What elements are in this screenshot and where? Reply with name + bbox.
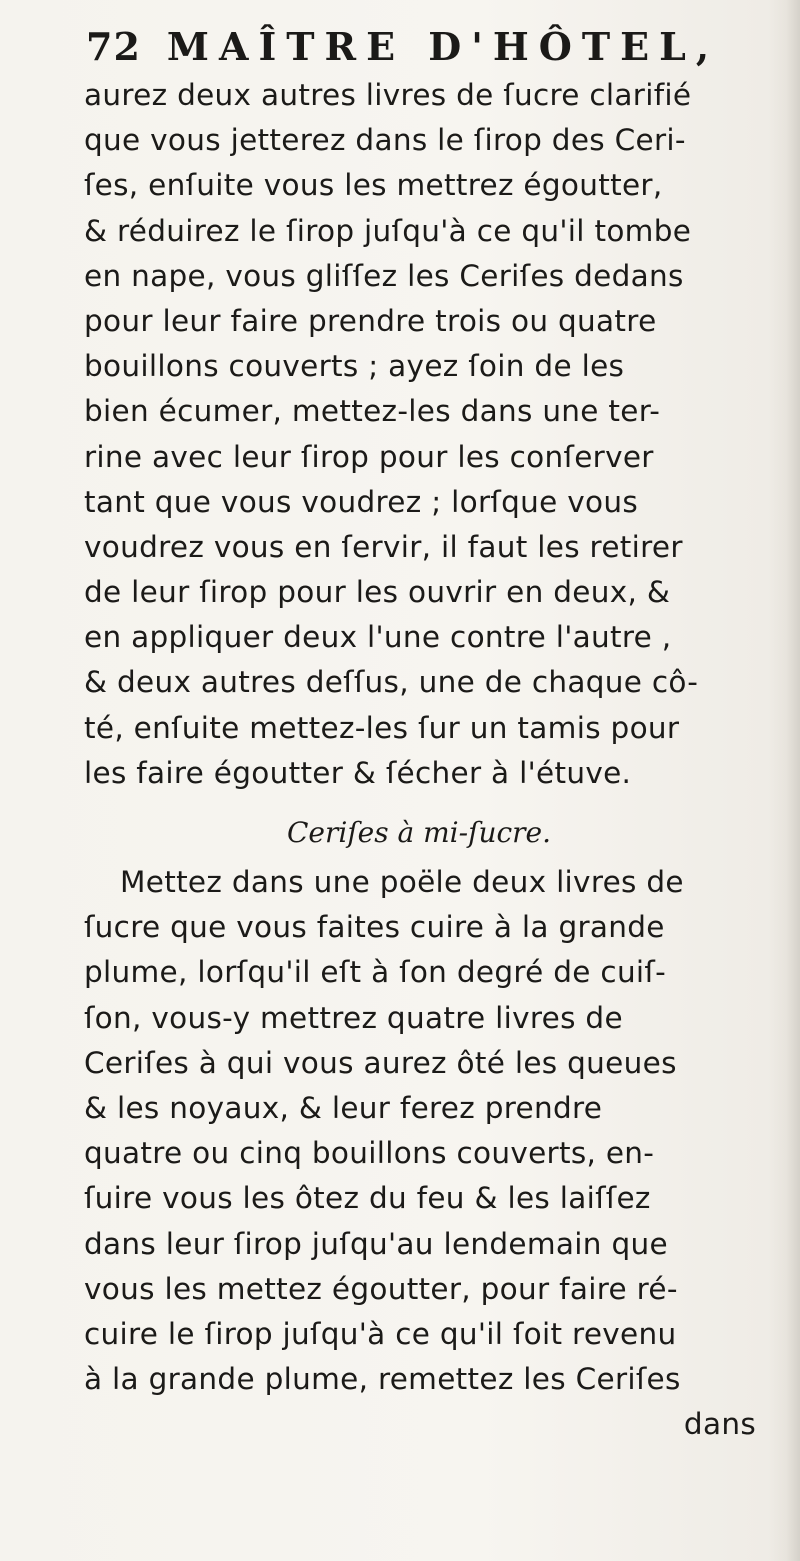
text-line: ſon, vous-y mettrez quatre livres de (84, 1000, 623, 1035)
text-line: cuire le ſirop juſqu'à ce qu'il ſoit revenu (84, 1316, 677, 1351)
text-line: & deux autres deſſus, une de chaque cô- (84, 665, 699, 700)
text-line: plume, lorſqu'il eſt à ſon degré de cuiſ- (84, 955, 667, 990)
running-head: MAÎTRE D'HÔTEL, (166, 24, 720, 69)
text-line: de leur ſirop pour les ouvrir en deux, & (84, 575, 671, 610)
text-line: ſes, enſuite vous les mettrez égoutter, (84, 168, 663, 203)
text-line: pour leur faire prendre trois ou quatre (84, 303, 657, 338)
text-line: voudrez vous en ſervir, il faut les retirer (84, 529, 683, 564)
text-line: té, enſuite mettez-les ſur un tamis pour (84, 710, 680, 745)
text-line: à la grande plume, remettez les Ceriſes (84, 1362, 681, 1397)
text-line: & réduirez le ſirop juſqu'à ce qu'il tombe (84, 213, 692, 248)
catchword: dans (683, 1407, 756, 1442)
text-line: ſuire vous les ôtez du feu & les laiſſez (84, 1181, 651, 1216)
text-line: bouillons couverts ; ayez ſoin de les (84, 349, 625, 384)
page-edge-shadow (786, 0, 800, 1561)
text-line: vous les mettez égoutter, pour faire ré- (84, 1271, 678, 1306)
text-line: les faire égoutter & ſécher à l'étuve. (84, 755, 632, 790)
text-line: Mettez dans une poële deux livres de (120, 865, 684, 899)
text-line: quatre ou cinq bouillons couverts, en- (84, 1136, 655, 1171)
text-line: & les noyaux, & leur ferez prendre (84, 1090, 603, 1125)
text-line: tant que vous voudrez ; lorſque vous (84, 484, 638, 519)
text-line: dans leur ſirop juſqu'au lendemain que (84, 1226, 668, 1261)
text-line: aurez deux autres livres de ſucre clarifié (84, 78, 692, 112)
text-line: bien écumer, mettez-les dans une ter- (84, 394, 661, 429)
text-line: en nape, vous gliſſez les Ceriſes dedans (84, 258, 684, 293)
text-line: rine avec leur ſirop pour les conſerver (84, 439, 654, 474)
paragraph-1 (84, 73, 784, 796)
text-line: Ceriſes à qui vous aurez ôté les queues (84, 1045, 677, 1080)
section-title: Ceriſes à mi-ſucre. (286, 816, 552, 849)
text-line: que vous jetterez dans le ſirop des Ceri- (84, 123, 686, 158)
body-text (84, 73, 784, 1447)
text-line: en appliquer deux l'une contre l'autre , (84, 620, 672, 655)
page-number: 72 (86, 24, 141, 69)
paragraph-2 (84, 860, 784, 1402)
text-line: ſucre que vous faites cuire à la grande (84, 910, 665, 945)
